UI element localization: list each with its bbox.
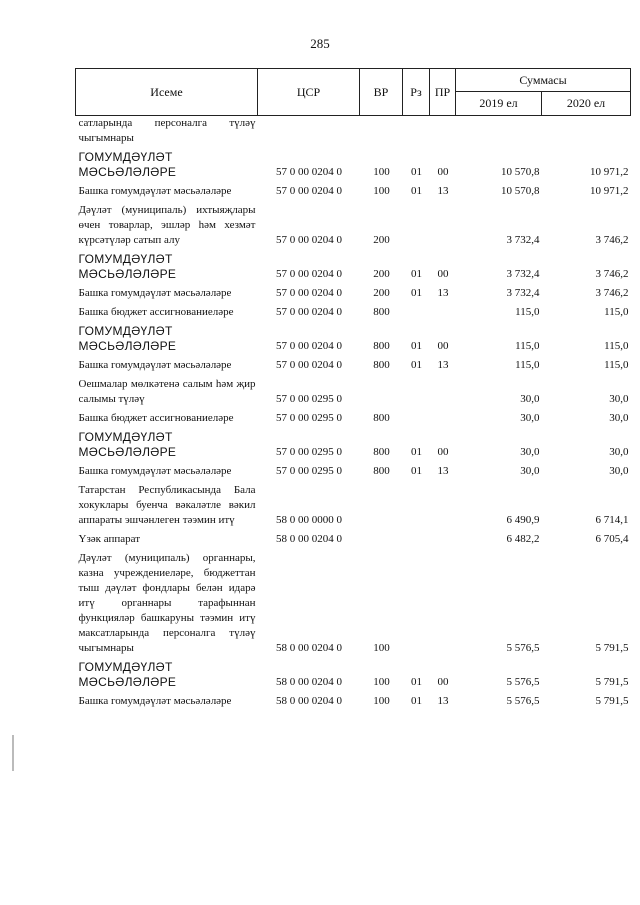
table-row xyxy=(76,284,631,303)
row-sum-2020: 6 705,4 xyxy=(595,533,629,545)
row-csr: 58 0 00 0204 0 xyxy=(276,533,342,545)
row-pr: 13 xyxy=(437,287,449,299)
row-sum-2020: 3 746,2 xyxy=(595,287,629,299)
row-csr: 58 0 00 0204 0 xyxy=(276,695,342,707)
row-rz xyxy=(403,375,430,409)
row-pr xyxy=(430,530,456,549)
row-vr: 800 xyxy=(373,465,390,477)
row-rz xyxy=(403,409,430,428)
row-name: ГОМУМДӘҮЛӘТ МӘСЬӘЛӘЛӘРЕ xyxy=(78,324,177,353)
row-vr xyxy=(360,481,403,530)
row-name: ГОМУМДӘҮЛӘТ МӘСЬӘЛӘЛӘРЕ xyxy=(78,150,177,179)
row-pr xyxy=(430,375,456,409)
row-sum-2020: 10 971,2 xyxy=(590,166,629,178)
row-rz xyxy=(403,530,430,549)
table-row xyxy=(76,116,631,149)
row-rz: 01 xyxy=(411,268,422,280)
table-row xyxy=(76,658,631,692)
row-pr: 13 xyxy=(437,465,449,477)
row-sum-2019: 5 576,5 xyxy=(506,676,540,688)
table-row xyxy=(76,409,631,428)
margin-mark xyxy=(12,735,14,771)
row-sum-2019: 6 490,9 xyxy=(506,514,540,526)
row-vr xyxy=(360,375,403,409)
row-csr: 57 0 00 0204 0 xyxy=(276,287,342,299)
table-body xyxy=(76,116,631,712)
row-vr: 200 xyxy=(373,268,390,280)
row-sum-2020 xyxy=(542,116,631,149)
row-name: Оешмалар мөлкәтенә салым һәм җир салымы түләү xyxy=(78,378,256,405)
row-pr: 00 xyxy=(437,268,449,280)
row-sum-2019: 10 570,8 xyxy=(501,166,540,178)
row-vr: 200 xyxy=(373,234,390,246)
row-pr: 13 xyxy=(437,695,449,707)
row-sum-2020: 115,0 xyxy=(604,306,629,318)
row-pr xyxy=(430,481,456,530)
row-sum-2020: 5 791,5 xyxy=(595,676,629,688)
row-sum-2019 xyxy=(456,116,542,149)
row-sum-2019: 10 570,8 xyxy=(501,185,540,197)
row-pr: 00 xyxy=(437,676,449,688)
table-row xyxy=(76,356,631,375)
header-name: Исеме xyxy=(76,69,258,116)
row-rz xyxy=(403,481,430,530)
row-sum-2019: 30,0 xyxy=(520,412,540,424)
row-vr: 800 xyxy=(373,306,390,318)
row-pr xyxy=(430,116,456,149)
row-rz: 01 xyxy=(411,446,422,458)
row-sum-2020: 30,0 xyxy=(609,446,629,458)
row-rz: 01 xyxy=(411,287,422,299)
row-csr: 57 0 00 0204 0 xyxy=(276,359,342,371)
row-name: ГОМУМДӘҮЛӘТ МӘСЬӘЛӘЛӘРЕ xyxy=(78,660,177,689)
table-row xyxy=(76,303,631,322)
header-year-2020: 2020 ел xyxy=(542,92,631,116)
row-rz xyxy=(403,201,430,250)
row-vr xyxy=(360,530,403,549)
row-rz: 01 xyxy=(411,166,422,178)
row-sum-2020: 6 714,1 xyxy=(595,514,629,526)
row-name: сатларында персоналга түләү чыгымнары xyxy=(78,117,256,144)
row-rz xyxy=(403,549,430,658)
row-csr: 58 0 00 0204 0 xyxy=(276,676,342,688)
page-number: 285 xyxy=(310,36,330,51)
row-name: Башка бюджет ассигнованиеләре xyxy=(78,306,234,318)
row-sum-2020: 5 791,5 xyxy=(595,642,629,654)
row-rz: 01 xyxy=(411,359,422,371)
row-csr: 57 0 00 0204 0 xyxy=(276,234,342,246)
row-pr: 00 xyxy=(437,166,449,178)
row-name: Дәүләт (муниципаль) органнары, казна учреждениеләре, бюджеттан тыш дәүләт фондлары белән идарә итү органнары тарафыннан функцияләр башкаруны тәэмин итү максатларында персоналга түләү чыгымнары xyxy=(78,552,256,654)
row-sum-2019: 3 732,4 xyxy=(506,268,540,280)
header-vr: ВР xyxy=(360,69,403,116)
row-name: Үзәк аппарат xyxy=(78,533,141,545)
header-rz: Рз xyxy=(403,69,430,116)
row-sum-2019: 30,0 xyxy=(520,446,540,458)
row-sum-2019: 6 482,2 xyxy=(506,533,540,545)
row-pr xyxy=(430,549,456,658)
row-vr: 100 xyxy=(373,642,390,654)
row-rz: 01 xyxy=(411,465,422,477)
row-sum-2020: 30,0 xyxy=(609,393,629,405)
table-row xyxy=(76,481,631,530)
row-sum-2019: 5 576,5 xyxy=(506,695,540,707)
table-row xyxy=(76,375,631,409)
row-vr: 800 xyxy=(373,412,390,424)
table-row xyxy=(76,462,631,481)
row-sum-2020: 30,0 xyxy=(609,465,629,477)
row-csr: 57 0 00 0204 0 xyxy=(276,166,342,178)
row-rz: 01 xyxy=(411,676,422,688)
row-sum-2020: 3 746,2 xyxy=(595,268,629,280)
row-pr: 13 xyxy=(437,185,449,197)
row-sum-2019: 3 732,4 xyxy=(506,234,540,246)
row-sum-2019: 115,0 xyxy=(515,359,540,371)
row-rz: 01 xyxy=(411,340,422,352)
row-name: Башка гомумдәүләт мәсьәләләре xyxy=(78,359,232,371)
header-year-2019: 2019 ел xyxy=(456,92,542,116)
row-sum-2020: 3 746,2 xyxy=(595,234,629,246)
row-name: Башка гомумдәүләт мәсьәләләре xyxy=(78,465,232,477)
row-rz xyxy=(403,116,430,149)
row-sum-2020: 115,0 xyxy=(604,340,629,352)
row-rz: 01 xyxy=(411,185,422,197)
row-csr: 57 0 00 0295 0 xyxy=(276,465,342,477)
row-name: Башка гомумдәүләт мәсьәләләре xyxy=(78,695,232,707)
row-csr: 57 0 00 0204 0 xyxy=(276,268,342,280)
row-csr xyxy=(258,116,360,149)
row-sum-2020: 5 791,5 xyxy=(595,695,629,707)
row-name: Татарстан Республикасында Бала хокуклары буенча вәкаләтле вәкил аппараты эшчәнлеген тәэмин итү xyxy=(78,484,256,526)
row-name: Дәүләт (муниципаль) ихтыяҗлары өчен товарлар, эшләр һәм хезмәт күрсәтүләр сатып алу xyxy=(78,204,256,246)
table-row xyxy=(76,692,631,711)
row-sum-2019: 30,0 xyxy=(520,393,540,405)
row-rz xyxy=(403,303,430,322)
row-csr: 57 0 00 0295 0 xyxy=(276,412,342,424)
row-sum-2019: 115,0 xyxy=(515,340,540,352)
row-name: Башка гомумдәүләт мәсьәләләре xyxy=(78,185,232,197)
row-sum-2020: 30,0 xyxy=(609,412,629,424)
row-sum-2020: 10 971,2 xyxy=(590,185,629,197)
row-vr: 200 xyxy=(373,287,390,299)
row-csr: 58 0 00 0000 0 xyxy=(276,514,342,526)
row-sum-2019: 30,0 xyxy=(520,465,540,477)
row-sum-2019: 5 576,5 xyxy=(506,642,540,654)
table-row xyxy=(76,148,631,182)
budget-table xyxy=(75,68,631,711)
row-vr: 100 xyxy=(373,185,390,197)
row-csr: 57 0 00 0204 0 xyxy=(276,340,342,352)
row-pr xyxy=(430,303,456,322)
row-pr: 00 xyxy=(437,340,449,352)
row-vr xyxy=(360,116,403,149)
row-csr: 57 0 00 0295 0 xyxy=(276,393,342,405)
row-csr: 57 0 00 0204 0 xyxy=(276,185,342,197)
row-pr: 00 xyxy=(437,446,449,458)
row-vr: 100 xyxy=(373,676,390,688)
row-vr: 100 xyxy=(373,695,390,707)
row-csr: 57 0 00 0295 0 xyxy=(276,446,342,458)
row-csr: 57 0 00 0204 0 xyxy=(276,306,342,318)
header-pr: ПР xyxy=(430,69,456,116)
table-row xyxy=(76,201,631,250)
row-pr xyxy=(430,201,456,250)
header-sums: Суммасы xyxy=(456,69,631,92)
table-row xyxy=(76,428,631,462)
row-name: Башка гомумдәүләт мәсьәләләре xyxy=(78,287,232,299)
table-row xyxy=(76,530,631,549)
row-vr: 100 xyxy=(373,166,390,178)
table-row xyxy=(76,250,631,284)
row-pr xyxy=(430,409,456,428)
table-row xyxy=(76,182,631,201)
row-rz: 01 xyxy=(411,695,422,707)
row-sum-2019: 115,0 xyxy=(515,306,540,318)
row-sum-2019: 3 732,4 xyxy=(506,287,540,299)
header-csr: ЦСР xyxy=(258,69,360,116)
table-row xyxy=(76,322,631,356)
row-pr: 13 xyxy=(437,359,449,371)
row-name: ГОМУМДӘҮЛӘТ МӘСЬӘЛӘЛӘРЕ xyxy=(78,252,177,281)
row-vr: 800 xyxy=(373,359,390,371)
row-sum-2020: 115,0 xyxy=(604,359,629,371)
row-vr: 800 xyxy=(373,340,390,352)
row-name: ГОМУМДӘҮЛӘТ МӘСЬӘЛӘЛӘРЕ xyxy=(78,430,177,459)
row-name: Башка бюджет ассигнованиеләре xyxy=(78,412,234,424)
row-vr: 800 xyxy=(373,446,390,458)
table-row xyxy=(76,549,631,658)
row-csr: 58 0 00 0204 0 xyxy=(276,642,342,654)
